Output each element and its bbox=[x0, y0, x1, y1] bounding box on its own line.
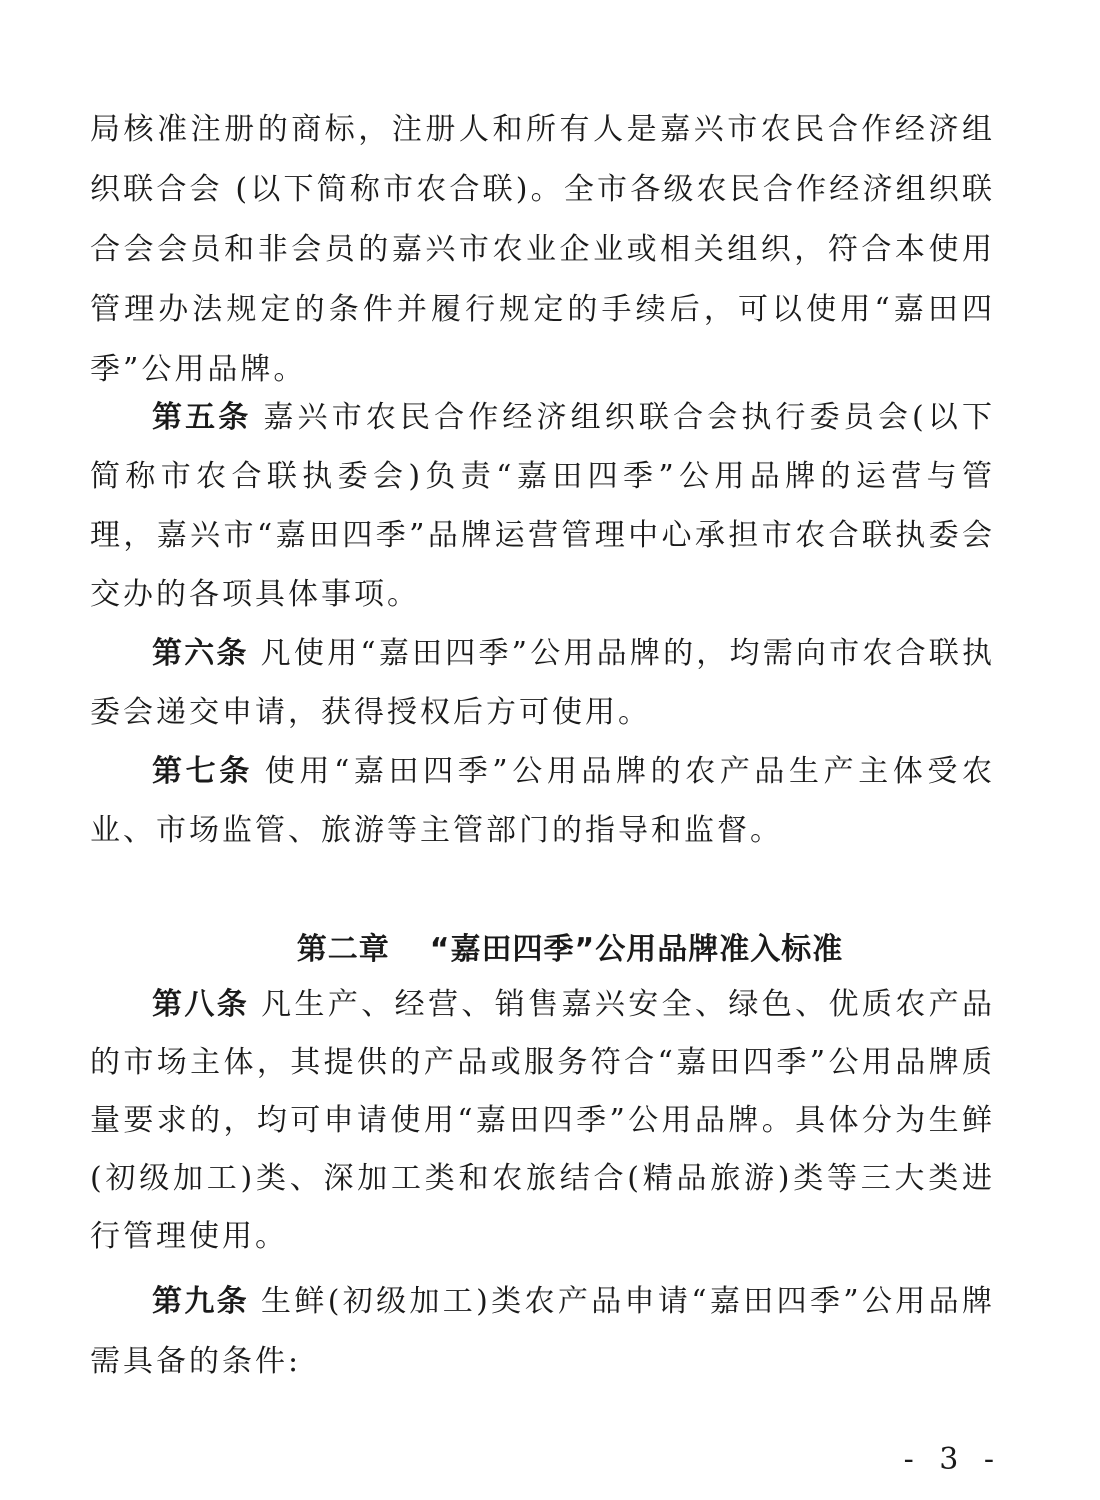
article-text: 使用“嘉田四季”公用品牌的农产品生产主体受农业、市场监管、旅游等主管部门的指导和监督。 bbox=[90, 754, 995, 848]
article-text: 嘉兴市农民合作经济组织联合会执行委员会(以下简称市农合联执委会)负责“嘉田四季”公用品牌的运营与管理，嘉兴市“嘉田四季”品牌运营管理中心承担市农合联执委会交办的各项具体事项。 bbox=[90, 400, 995, 612]
article-number: 第九条 bbox=[152, 1284, 250, 1319]
article-8 bbox=[90, 976, 995, 1266]
article-number: 第六条 bbox=[152, 636, 249, 671]
text-block-top bbox=[90, 100, 995, 400]
article-7 bbox=[90, 742, 995, 860]
article-text: 凡生产、经营、销售嘉兴安全、绿色、优质农产品的市场主体，其提供的产品或服务符合“嘉田四季”公用品牌质量要求的，均可申请使用“嘉田四季”公用品牌。具体分为生鲜(初级加工)类、深加工类和农旅结合(精品旅游)类等三大类进行管理使用。 bbox=[90, 987, 995, 1254]
article-6 bbox=[90, 624, 995, 742]
article-number: 第八条 bbox=[152, 987, 250, 1022]
article-text: 生鲜(初级加工)类农产品申请“嘉田四季”公用品牌需具备的条件: bbox=[90, 1284, 995, 1379]
article-number: 第五条 bbox=[152, 400, 252, 435]
article-5 bbox=[90, 388, 995, 624]
page-number: - 3 - bbox=[903, 1442, 1002, 1477]
article-text: 凡使用“嘉田四季”公用品牌的，均需向市农合联执委会递交申请，获得授权后方可使用。 bbox=[90, 636, 995, 730]
article-number: 第七条 bbox=[152, 754, 253, 789]
chapter-heading bbox=[0, 924, 1100, 968]
article-9 bbox=[90, 1272, 995, 1392]
chapter-number: 第二章 bbox=[296, 932, 390, 967]
chapter-title: “嘉田四季”公用品牌准入标准 bbox=[429, 932, 844, 967]
intro-paragraph: 局核准注册的商标，注册人和所有人是嘉兴市农民合作经济组织联合会 (以下简称市农合联)。全市各级农民合作经济组织联合会会员和非会员的嘉兴市农业企业或相关组织，符合本使用管理办法规定的条件并履行规定的手续后，可以使用“嘉田四季”公用品牌。 bbox=[90, 112, 995, 387]
